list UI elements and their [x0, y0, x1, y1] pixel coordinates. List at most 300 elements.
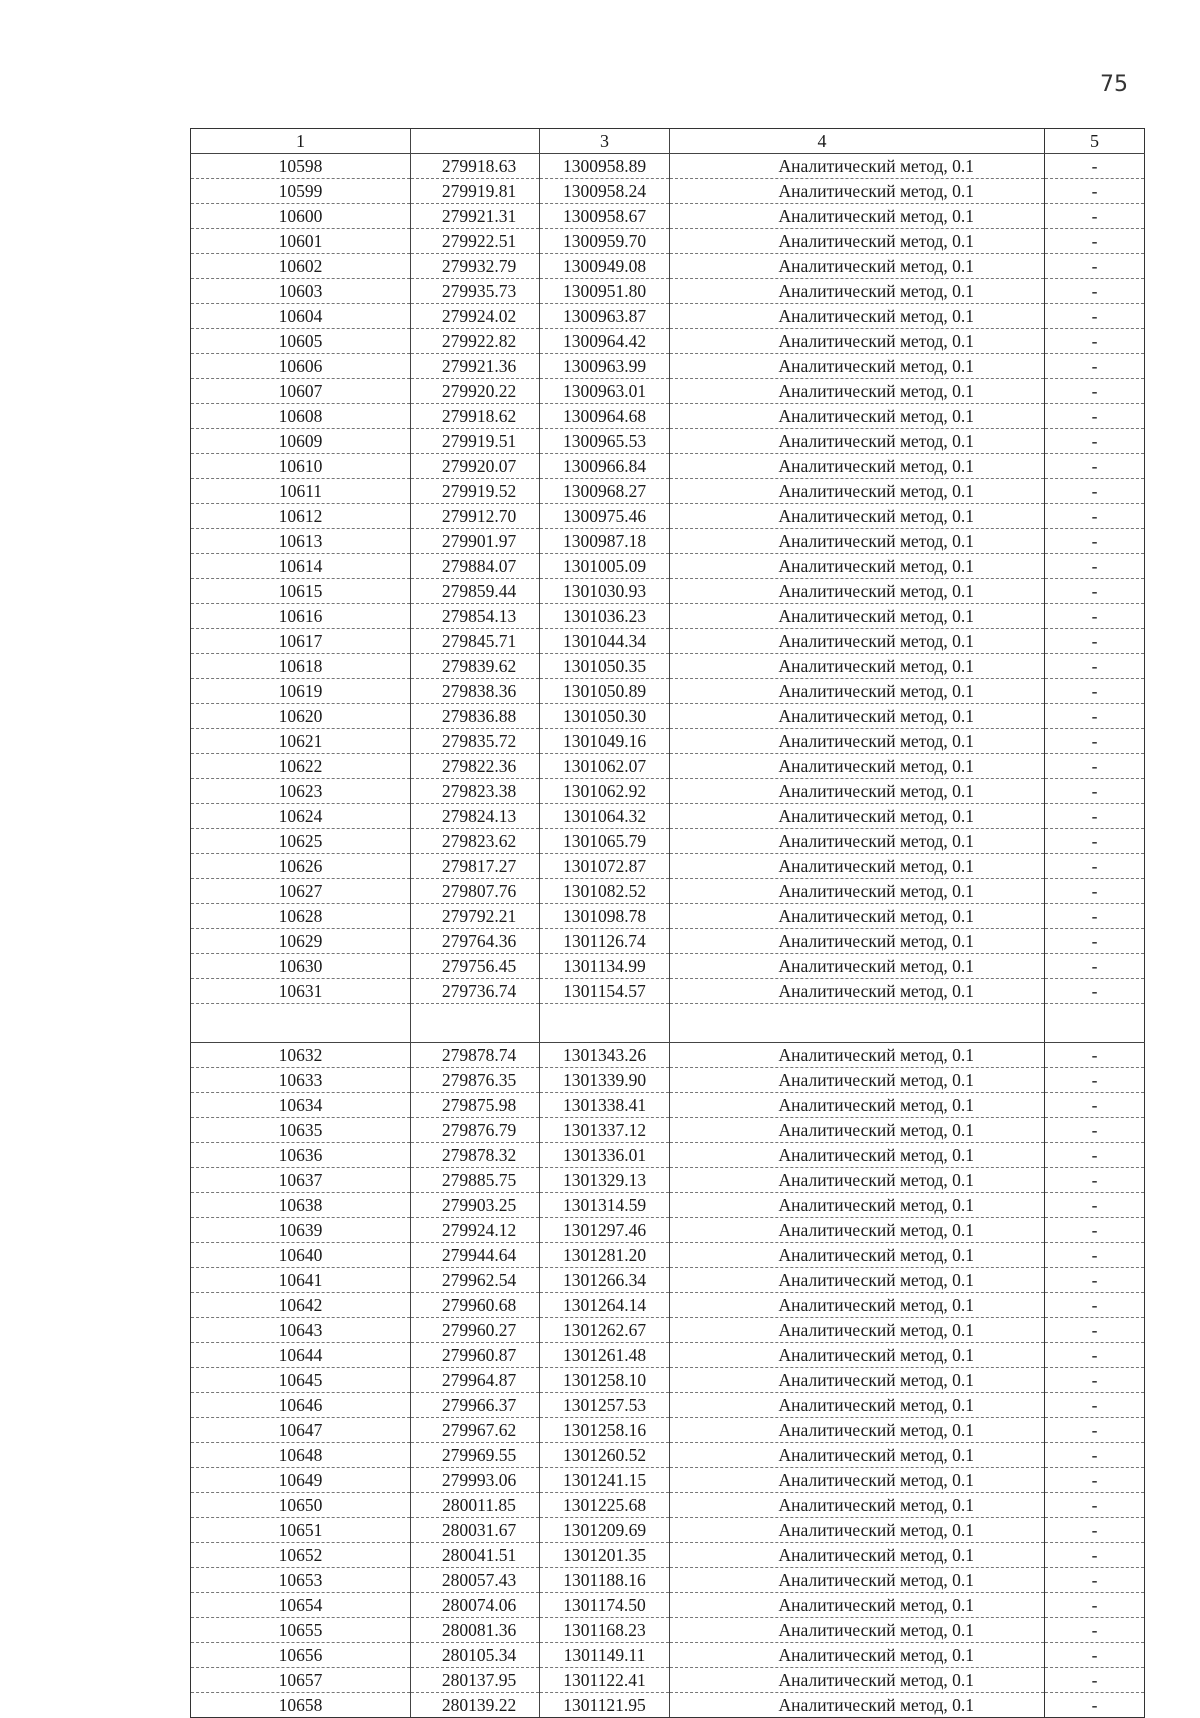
cell-coord-x: 279962.54 [411, 1268, 540, 1293]
table-row [191, 1568, 1145, 1593]
cell-method-accuracy: Аналитический метод, 0.1 [670, 854, 1045, 879]
table-row [191, 529, 1145, 554]
cell-method-accuracy: Аналитический метод, 0.1 [670, 954, 1045, 979]
cell-coord-x: 280139.22 [411, 1693, 540, 1718]
table-row [191, 479, 1145, 504]
cell-coord-x: 279921.31 [411, 204, 540, 229]
table-row [191, 729, 1145, 754]
cell-coord-y: 1300966.84 [540, 454, 670, 479]
cell-point-number: 10630 [191, 954, 411, 979]
cell-coord-y: 1301314.59 [540, 1193, 670, 1218]
cell-coord-x: 279918.63 [411, 154, 540, 179]
cell-method-accuracy: Аналитический метод, 0.1 [670, 704, 1045, 729]
cell-point-number: 10636 [191, 1143, 411, 1168]
coordinates-table [190, 128, 1145, 1718]
cell-point-number: 10621 [191, 729, 411, 754]
table-row [191, 1093, 1145, 1118]
cell-note: - [1045, 1468, 1145, 1493]
page-number: 75 [1100, 72, 1128, 97]
table-row [191, 979, 1145, 1004]
cell-note: - [1045, 1168, 1145, 1193]
cell-point-number: 10603 [191, 279, 411, 304]
cell-coord-x: 279764.36 [411, 929, 540, 954]
table-row [191, 254, 1145, 279]
cell-coord-y: 1300964.68 [540, 404, 670, 429]
cell-note: - [1045, 179, 1145, 204]
cell-point-number: 10646 [191, 1393, 411, 1418]
header-col-4: 4 [670, 129, 1045, 154]
table-row [191, 1543, 1145, 1568]
cell-note: - [1045, 1243, 1145, 1268]
cell-coord-x: 279932.79 [411, 254, 540, 279]
block-separator-row [191, 1004, 1145, 1043]
table-row [191, 629, 1145, 654]
cell-coord-x: 279918.62 [411, 404, 540, 429]
separator-cell [540, 1004, 670, 1043]
cell-point-number: 10641 [191, 1268, 411, 1293]
cell-note: - [1045, 154, 1145, 179]
cell-coord-x: 279822.36 [411, 754, 540, 779]
table-row [191, 704, 1145, 729]
cell-method-accuracy: Аналитический метод, 0.1 [670, 504, 1045, 529]
cell-method-accuracy: Аналитический метод, 0.1 [670, 1118, 1045, 1143]
cell-coord-x: 279836.88 [411, 704, 540, 729]
table-row [191, 429, 1145, 454]
cell-method-accuracy: Аналитический метод, 0.1 [670, 554, 1045, 579]
cell-method-accuracy: Аналитический метод, 0.1 [670, 804, 1045, 829]
cell-method-accuracy: Аналитический метод, 0.1 [670, 1268, 1045, 1293]
cell-note: - [1045, 929, 1145, 954]
cell-coord-y: 1301258.10 [540, 1368, 670, 1393]
cell-coord-x: 279922.51 [411, 229, 540, 254]
header-col-5: 5 [1045, 129, 1145, 154]
cell-coord-x: 279960.87 [411, 1343, 540, 1368]
cell-coord-x: 280031.67 [411, 1518, 540, 1543]
cell-method-accuracy: Аналитический метод, 0.1 [670, 1143, 1045, 1168]
table-row [191, 779, 1145, 804]
table-row [191, 579, 1145, 604]
cell-note: - [1045, 879, 1145, 904]
cell-point-number: 10634 [191, 1093, 411, 1118]
cell-note: - [1045, 604, 1145, 629]
table-row [191, 1518, 1145, 1543]
cell-coord-y: 1301049.16 [540, 729, 670, 754]
table-row [191, 1268, 1145, 1293]
cell-coord-y: 1301082.52 [540, 879, 670, 904]
cell-point-number: 10638 [191, 1193, 411, 1218]
cell-method-accuracy: Аналитический метод, 0.1 [670, 1093, 1045, 1118]
cell-method-accuracy: Аналитический метод, 0.1 [670, 1418, 1045, 1443]
cell-coord-y: 1301065.79 [540, 829, 670, 854]
cell-method-accuracy: Аналитический метод, 0.1 [670, 604, 1045, 629]
cell-point-number: 10617 [191, 629, 411, 654]
table-row [191, 204, 1145, 229]
cell-note: - [1045, 1093, 1145, 1118]
cell-coord-x: 279838.36 [411, 679, 540, 704]
cell-coord-y: 1301072.87 [540, 854, 670, 879]
cell-coord-y: 1301336.01 [540, 1143, 670, 1168]
table-row [191, 754, 1145, 779]
cell-coord-x: 279966.37 [411, 1393, 540, 1418]
table-row [191, 1468, 1145, 1493]
table-row [191, 1243, 1145, 1268]
cell-coord-y: 1301036.23 [540, 604, 670, 629]
cell-method-accuracy: Аналитический метод, 0.1 [670, 1668, 1045, 1693]
cell-coord-x: 280074.06 [411, 1593, 540, 1618]
cell-method-accuracy: Аналитический метод, 0.1 [670, 1593, 1045, 1618]
cell-note: - [1045, 1043, 1145, 1068]
cell-point-number: 10631 [191, 979, 411, 1004]
cell-coord-y: 1301030.93 [540, 579, 670, 604]
cell-point-number: 10635 [191, 1118, 411, 1143]
cell-point-number: 10629 [191, 929, 411, 954]
header-col-2 [411, 129, 540, 154]
cell-coord-y: 1300963.99 [540, 354, 670, 379]
cell-coord-y: 1301168.23 [540, 1618, 670, 1643]
cell-method-accuracy: Аналитический метод, 0.1 [670, 1193, 1045, 1218]
cell-method-accuracy: Аналитический метод, 0.1 [670, 179, 1045, 204]
cell-coord-x: 280105.34 [411, 1643, 540, 1668]
cell-point-number: 10615 [191, 579, 411, 604]
cell-point-number: 10652 [191, 1543, 411, 1568]
cell-note: - [1045, 229, 1145, 254]
table-row [191, 929, 1145, 954]
table-row [191, 1068, 1145, 1093]
cell-note: - [1045, 1418, 1145, 1443]
cell-coord-x: 279920.22 [411, 379, 540, 404]
cell-note: - [1045, 904, 1145, 929]
cell-coord-y: 1301343.26 [540, 1043, 670, 1068]
cell-coord-y: 1301281.20 [540, 1243, 670, 1268]
cell-method-accuracy: Аналитический метод, 0.1 [670, 1543, 1045, 1568]
cell-point-number: 10648 [191, 1443, 411, 1468]
cell-method-accuracy: Аналитический метод, 0.1 [670, 154, 1045, 179]
cell-point-number: 10608 [191, 404, 411, 429]
cell-note: - [1045, 429, 1145, 454]
cell-coord-x: 279924.02 [411, 304, 540, 329]
cell-note: - [1045, 679, 1145, 704]
cell-coord-y: 1300963.01 [540, 379, 670, 404]
cell-coord-y: 1300958.89 [540, 154, 670, 179]
cell-note: - [1045, 1493, 1145, 1518]
cell-method-accuracy: Аналитический метод, 0.1 [670, 1568, 1045, 1593]
cell-coord-y: 1301257.53 [540, 1393, 670, 1418]
cell-note: - [1045, 1143, 1145, 1168]
cell-coord-y: 1301338.41 [540, 1093, 670, 1118]
cell-coord-y: 1301005.09 [540, 554, 670, 579]
table-row [191, 879, 1145, 904]
table-row [191, 1643, 1145, 1668]
table-row [191, 1168, 1145, 1193]
table-row [191, 1143, 1145, 1168]
cell-note: - [1045, 754, 1145, 779]
cell-method-accuracy: Аналитический метод, 0.1 [670, 754, 1045, 779]
cell-note: - [1045, 454, 1145, 479]
table-row [191, 679, 1145, 704]
cell-coord-x: 279839.62 [411, 654, 540, 679]
cell-coord-x: 279993.06 [411, 1468, 540, 1493]
cell-note: - [1045, 354, 1145, 379]
cell-coord-y: 1301262.67 [540, 1318, 670, 1343]
cell-coord-y: 1300964.42 [540, 329, 670, 354]
cell-coord-y: 1301209.69 [540, 1518, 670, 1543]
cell-coord-y: 1301261.48 [540, 1343, 670, 1368]
cell-coord-y: 1301149.11 [540, 1643, 670, 1668]
cell-coord-x: 280011.85 [411, 1493, 540, 1518]
cell-point-number: 10654 [191, 1593, 411, 1618]
cell-point-number: 10614 [191, 554, 411, 579]
cell-note: - [1045, 1318, 1145, 1343]
table-row [191, 504, 1145, 529]
cell-note: - [1045, 1393, 1145, 1418]
cell-method-accuracy: Аналитический метод, 0.1 [670, 304, 1045, 329]
cell-note: - [1045, 1693, 1145, 1718]
cell-point-number: 10640 [191, 1243, 411, 1268]
cell-coord-y: 1301266.34 [540, 1268, 670, 1293]
cell-method-accuracy: Аналитический метод, 0.1 [670, 329, 1045, 354]
cell-coord-y: 1300958.24 [540, 179, 670, 204]
cell-point-number: 10598 [191, 154, 411, 179]
cell-coord-y: 1301098.78 [540, 904, 670, 929]
cell-coord-y: 1300975.46 [540, 504, 670, 529]
table-row [191, 1418, 1145, 1443]
cell-method-accuracy: Аналитический метод, 0.1 [670, 254, 1045, 279]
cell-point-number: 10616 [191, 604, 411, 629]
cell-note: - [1045, 1443, 1145, 1468]
cell-note: - [1045, 579, 1145, 604]
cell-note: - [1045, 1118, 1145, 1143]
cell-point-number: 10625 [191, 829, 411, 854]
cell-coord-y: 1301188.16 [540, 1568, 670, 1593]
cell-coord-y: 1300968.27 [540, 479, 670, 504]
cell-coord-y: 1301134.99 [540, 954, 670, 979]
cell-coord-y: 1300963.87 [540, 304, 670, 329]
cell-method-accuracy: Аналитический метод, 0.1 [670, 429, 1045, 454]
table-row [191, 154, 1145, 179]
separator-cell [670, 1004, 1045, 1043]
cell-point-number: 10649 [191, 1468, 411, 1493]
cell-note: - [1045, 554, 1145, 579]
cell-coord-y: 1301337.12 [540, 1118, 670, 1143]
cell-method-accuracy: Аналитический метод, 0.1 [670, 229, 1045, 254]
cell-point-number: 10622 [191, 754, 411, 779]
cell-coord-x: 280081.36 [411, 1618, 540, 1643]
cell-method-accuracy: Аналитический метод, 0.1 [670, 904, 1045, 929]
cell-point-number: 10618 [191, 654, 411, 679]
cell-coord-x: 279960.68 [411, 1293, 540, 1318]
cell-method-accuracy: Аналитический метод, 0.1 [670, 679, 1045, 704]
cell-note: - [1045, 704, 1145, 729]
cell-note: - [1045, 279, 1145, 304]
cell-coord-y: 1300959.70 [540, 229, 670, 254]
cell-coord-y: 1301329.13 [540, 1168, 670, 1193]
cell-point-number: 10651 [191, 1518, 411, 1543]
cell-note: - [1045, 479, 1145, 504]
cell-point-number: 10624 [191, 804, 411, 829]
cell-coord-x: 280057.43 [411, 1568, 540, 1593]
cell-method-accuracy: Аналитический метод, 0.1 [670, 1068, 1045, 1093]
cell-coord-y: 1301050.35 [540, 654, 670, 679]
cell-note: - [1045, 1543, 1145, 1568]
table-row [191, 304, 1145, 329]
cell-point-number: 10647 [191, 1418, 411, 1443]
cell-point-number: 10653 [191, 1568, 411, 1593]
cell-coord-x: 279792.21 [411, 904, 540, 929]
cell-point-number: 10627 [191, 879, 411, 904]
cell-note: - [1045, 404, 1145, 429]
cell-point-number: 10639 [191, 1218, 411, 1243]
cell-method-accuracy: Аналитический метод, 0.1 [670, 729, 1045, 754]
separator-cell [1045, 1004, 1145, 1043]
table-row [191, 1618, 1145, 1643]
cell-coord-x: 279854.13 [411, 604, 540, 629]
cell-coord-x: 279919.52 [411, 479, 540, 504]
cell-method-accuracy: Аналитический метод, 0.1 [670, 1443, 1045, 1468]
cell-coord-x: 280041.51 [411, 1543, 540, 1568]
cell-coord-x: 279922.82 [411, 329, 540, 354]
cell-point-number: 10657 [191, 1668, 411, 1693]
cell-method-accuracy: Аналитический метод, 0.1 [670, 479, 1045, 504]
cell-coord-x: 279960.27 [411, 1318, 540, 1343]
cell-coord-x: 279944.64 [411, 1243, 540, 1268]
cell-coord-y: 1301064.32 [540, 804, 670, 829]
cell-coord-x: 279756.45 [411, 954, 540, 979]
cell-coord-x: 279823.62 [411, 829, 540, 854]
table-row [191, 1043, 1145, 1068]
cell-note: - [1045, 1218, 1145, 1243]
cell-note: - [1045, 729, 1145, 754]
cell-note: - [1045, 329, 1145, 354]
cell-note: - [1045, 1518, 1145, 1543]
table-row [191, 1118, 1145, 1143]
cell-method-accuracy: Аналитический метод, 0.1 [670, 579, 1045, 604]
cell-note: - [1045, 304, 1145, 329]
cell-note: - [1045, 979, 1145, 1004]
cell-note: - [1045, 854, 1145, 879]
cell-method-accuracy: Аналитический метод, 0.1 [670, 629, 1045, 654]
cell-point-number: 10623 [191, 779, 411, 804]
cell-method-accuracy: Аналитический метод, 0.1 [670, 654, 1045, 679]
cell-coord-y: 1301122.41 [540, 1668, 670, 1693]
cell-coord-y: 1300965.53 [540, 429, 670, 454]
cell-note: - [1045, 1368, 1145, 1393]
cell-point-number: 10644 [191, 1343, 411, 1368]
cell-coord-x: 279969.55 [411, 1443, 540, 1468]
cell-method-accuracy: Аналитический метод, 0.1 [670, 1493, 1045, 1518]
cell-point-number: 10599 [191, 179, 411, 204]
cell-point-number: 10602 [191, 254, 411, 279]
table-row [191, 1218, 1145, 1243]
table-row [191, 1293, 1145, 1318]
cell-method-accuracy: Аналитический метод, 0.1 [670, 1693, 1045, 1718]
cell-point-number: 10637 [191, 1168, 411, 1193]
cell-point-number: 10655 [191, 1618, 411, 1643]
cell-coord-x: 280137.95 [411, 1668, 540, 1693]
cell-coord-y: 1301126.74 [540, 929, 670, 954]
cell-method-accuracy: Аналитический метод, 0.1 [670, 354, 1045, 379]
cell-method-accuracy: Аналитический метод, 0.1 [670, 1168, 1045, 1193]
separator-cell [411, 1004, 540, 1043]
table-row [191, 279, 1145, 304]
cell-coord-x: 279736.74 [411, 979, 540, 1004]
cell-point-number: 10643 [191, 1318, 411, 1343]
cell-method-accuracy: Аналитический метод, 0.1 [670, 1218, 1045, 1243]
cell-note: - [1045, 1668, 1145, 1693]
table-row [191, 904, 1145, 929]
table-row [191, 954, 1145, 979]
cell-coord-y: 1301297.46 [540, 1218, 670, 1243]
table-row [191, 1318, 1145, 1343]
cell-coord-x: 279967.62 [411, 1418, 540, 1443]
cell-method-accuracy: Аналитический метод, 0.1 [670, 1318, 1045, 1343]
cell-coord-y: 1301174.50 [540, 1593, 670, 1618]
table-row [191, 229, 1145, 254]
table-row [191, 404, 1145, 429]
table-row [191, 1393, 1145, 1418]
cell-point-number: 10645 [191, 1368, 411, 1393]
cell-coord-x: 279924.12 [411, 1218, 540, 1243]
cell-coord-x: 279919.51 [411, 429, 540, 454]
cell-coord-y: 1300949.08 [540, 254, 670, 279]
table-row [191, 654, 1145, 679]
cell-method-accuracy: Аналитический метод, 0.1 [670, 1518, 1045, 1543]
cell-method-accuracy: Аналитический метод, 0.1 [670, 779, 1045, 804]
cell-note: - [1045, 1293, 1145, 1318]
table-row [191, 379, 1145, 404]
cell-note: - [1045, 629, 1145, 654]
cell-coord-y: 1301062.07 [540, 754, 670, 779]
table-row [191, 554, 1145, 579]
cell-coord-y: 1301264.14 [540, 1293, 670, 1318]
cell-note: - [1045, 654, 1145, 679]
cell-note: - [1045, 1568, 1145, 1593]
table-row [191, 329, 1145, 354]
cell-point-number: 10658 [191, 1693, 411, 1718]
cell-method-accuracy: Аналитический метод, 0.1 [670, 1343, 1045, 1368]
cell-point-number: 10600 [191, 204, 411, 229]
cell-coord-x: 279875.98 [411, 1093, 540, 1118]
cell-method-accuracy: Аналитический метод, 0.1 [670, 204, 1045, 229]
cell-point-number: 10626 [191, 854, 411, 879]
cell-coord-x: 279859.44 [411, 579, 540, 604]
table-row [191, 1193, 1145, 1218]
cell-coord-x: 279824.13 [411, 804, 540, 829]
cell-coord-x: 279964.87 [411, 1368, 540, 1393]
cell-note: - [1045, 804, 1145, 829]
cell-point-number: 10633 [191, 1068, 411, 1093]
table-row [191, 604, 1145, 629]
cell-note: - [1045, 1068, 1145, 1093]
cell-coord-y: 1301260.52 [540, 1443, 670, 1468]
table-row [191, 454, 1145, 479]
table-row [191, 829, 1145, 854]
header-col-1: 1 [191, 129, 411, 154]
table-row [191, 1368, 1145, 1393]
cell-note: - [1045, 1618, 1145, 1643]
cell-method-accuracy: Аналитический метод, 0.1 [670, 1618, 1045, 1643]
cell-coord-x: 279920.07 [411, 454, 540, 479]
cell-point-number: 10609 [191, 429, 411, 454]
cell-coord-x: 279935.73 [411, 279, 540, 304]
cell-point-number: 10642 [191, 1293, 411, 1318]
cell-note: - [1045, 1268, 1145, 1293]
cell-point-number: 10605 [191, 329, 411, 354]
cell-note: - [1045, 829, 1145, 854]
cell-coord-x: 279817.27 [411, 854, 540, 879]
cell-coord-x: 279901.97 [411, 529, 540, 554]
cell-method-accuracy: Аналитический метод, 0.1 [670, 879, 1045, 904]
cell-coord-y: 1301339.90 [540, 1068, 670, 1093]
